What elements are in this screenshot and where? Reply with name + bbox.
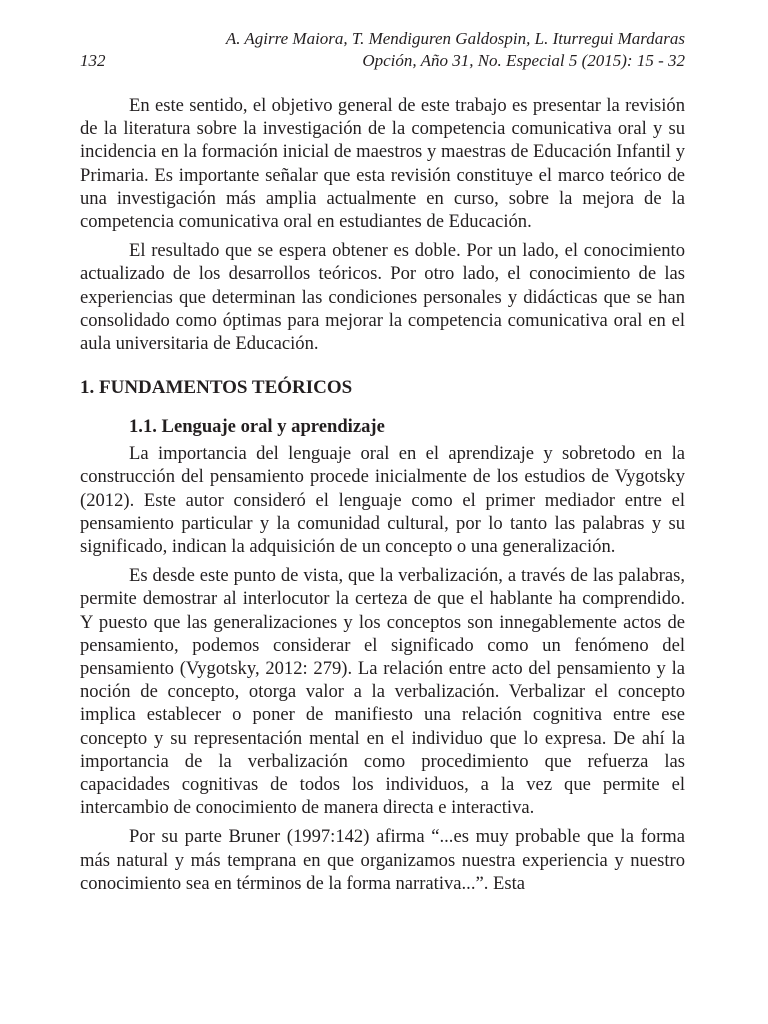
body-paragraph-2: Es desde este punto de vista, que la verbalización, a través de las palabras, permite demostrar al interlocutor la certeza de que el hablante ha comprendido. Y puesto que las generalizaciones y los conceptos son innegablemente actos de pensamiento, podemos considerar el significado como un fenómeno del pensamiento (Vygotsky, 2012: 279). La relación entre acto del pensamiento y la noción de concepto, otorga valor a la verbalización. Verbalizar el concepto implica establecer o poner de manifiesto una relación cognitiva entre ese concepto y su representación mental en el individuo que lo expresa. De ahí la importancia de la verbalización como procedimiento que refuerza las capacidades cognitivas de todos los individuos, a la vez que permite el intercambio de conocimiento de manera directa e interactiva.: [80, 565, 685, 819]
running-header: [80, 28, 685, 72]
body-paragraph-3: Por su parte Bruner (1997:142) afirma “...es muy probable que la forma más natural y más temprana en que organizamos nuestra experiencia y nuestro conocimiento sea en términos de la forma narrativa...”. Esta: [80, 826, 685, 894]
journal-citation: Opción, Año 31, No. Especial 5 (2015): 15 - 32: [362, 51, 685, 70]
header-authors: A. Agirre Maiora, T. Mendiguren Galdospin, L. Iturregui Mardaras: [225, 29, 685, 48]
header-row: [80, 50, 685, 72]
intro-paragraph-1: En este sentido, el objetivo general de este trabajo es presentar la revisión de la literatura sobre la investigación de la competencia comunicativa oral y su incidencia en la formación inicial de maestros y maestras de Educación Infantil y Primaria. Es importante señalar que esta revisión constituye el marco teórico de una investigación más amplia actualmente en curso, sobre la mejora de la competencia comunicativa oral en estudiantes de Educación.: [80, 95, 685, 233]
subsection-heading: 1.1. Lenguaje oral y aprendizaje: [129, 416, 385, 438]
section-heading: 1. FUNDAMENTOS TEÓRICOS: [80, 377, 353, 399]
page-body: [80, 94, 685, 901]
page-number: 132: [80, 51, 106, 70]
body-paragraph-1: La importancia del lenguaje oral en el aprendizaje y sobretodo en la construcción del pensamiento procede inicialmente de los estudios de Vygotsky (2012). Este autor consideró el lenguaje como el primer mediador entre el pensamiento particular y la comunidad cultural, por lo tanto las palabras y su significado, indican la adquisición de un concepto o una generalización.: [80, 443, 685, 558]
intro-paragraph-2: El resultado que se espera obtener es doble. Por un lado, el conocimiento actualizado de los desarrollos teóricos. Por otro lado, el conocimiento de las experiencias que determinan las condiciones personales y didácticas que se han consolidado como óptimas para mejorar la competencia comunicativa oral en el aula universitaria de Educación.: [80, 240, 685, 355]
